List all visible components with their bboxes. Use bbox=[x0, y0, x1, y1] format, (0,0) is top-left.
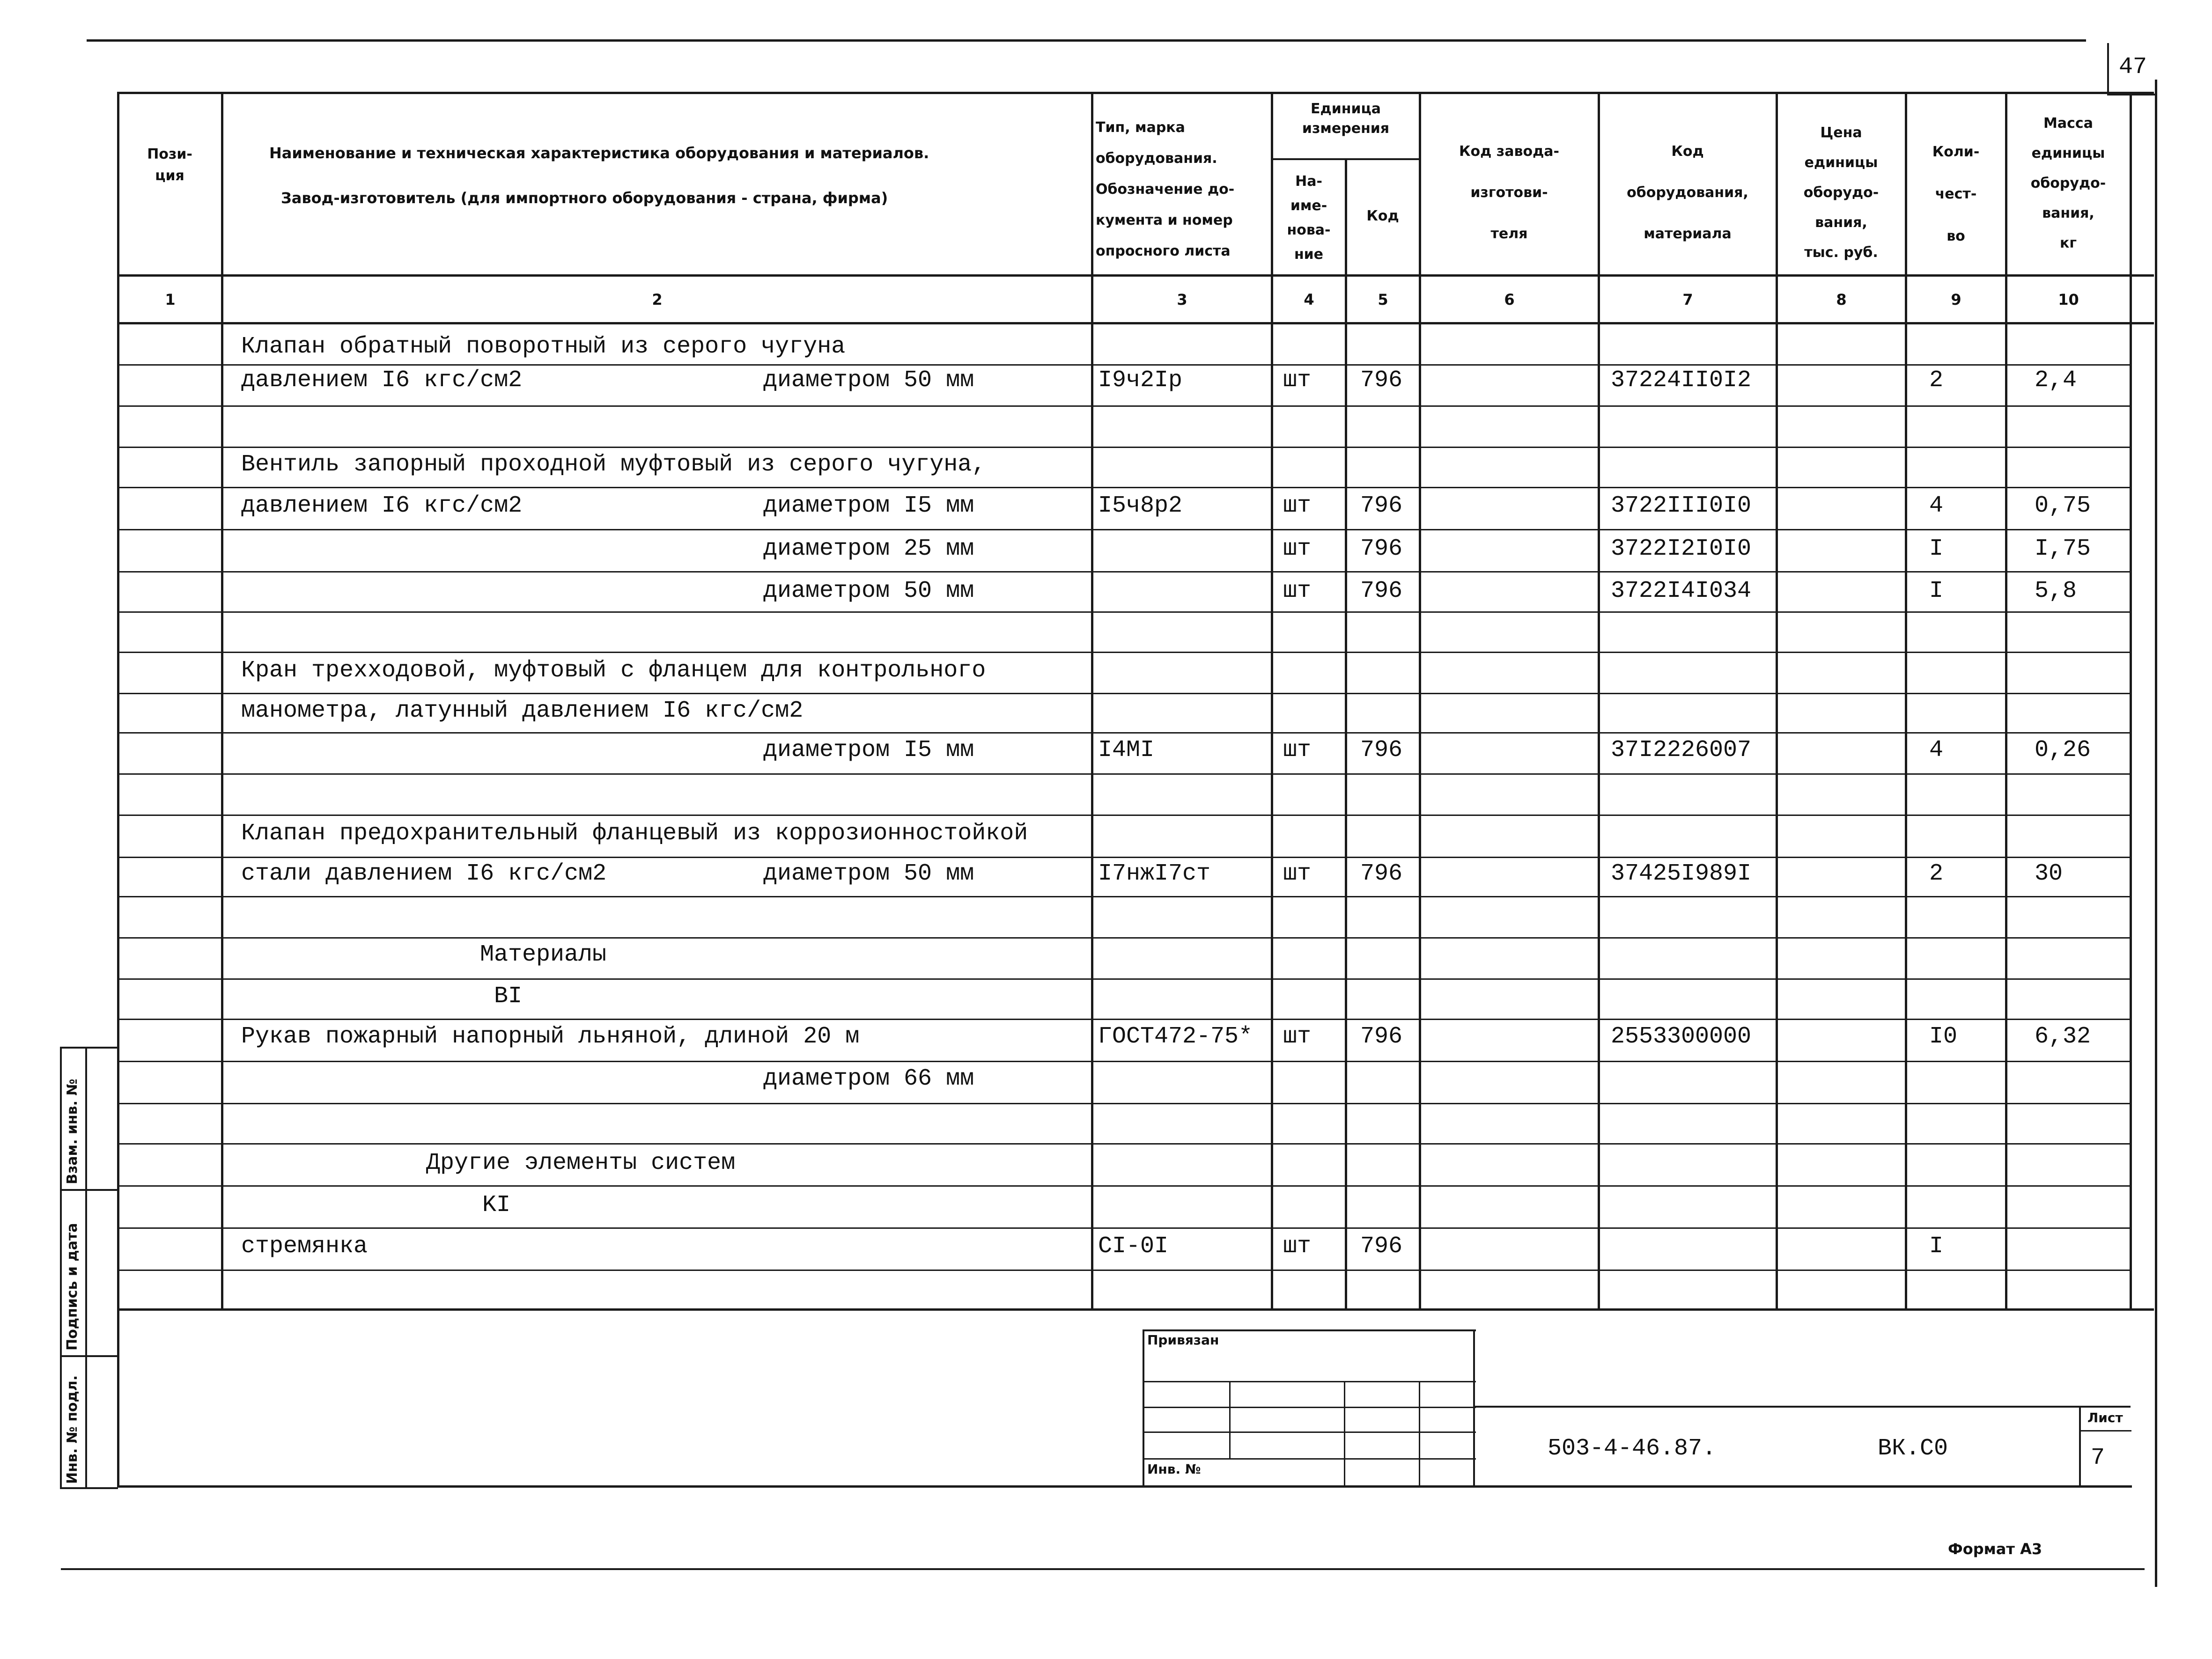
bottom-rule bbox=[61, 1568, 2145, 1570]
cell-unit: шт bbox=[1283, 536, 1312, 562]
col-line-1 bbox=[221, 92, 223, 1309]
header-col3: Тип, марка оборудования. Обозначение до- кумента и номер опросного листа bbox=[1096, 119, 1235, 259]
col-line-5 bbox=[1419, 92, 1421, 1309]
colnum-7: 7 bbox=[1682, 291, 1693, 308]
cell-type: I7нжI7ст bbox=[1098, 860, 1211, 887]
privyazan-label: Привязан bbox=[1147, 1332, 1219, 1348]
cell-qty: 4 bbox=[1929, 492, 1944, 519]
row-separator bbox=[119, 1270, 2131, 1271]
row-separator bbox=[119, 447, 2131, 448]
privyazan-line1 bbox=[1143, 1381, 1476, 1382]
cell-equip: 3722I2I0I0 bbox=[1611, 536, 1752, 562]
header-col10: Масса единицы оборудо- вания, кг bbox=[2030, 115, 2106, 251]
colnum-1: 1 bbox=[165, 291, 176, 308]
row-separator bbox=[119, 1185, 2131, 1187]
cell-unit: шт bbox=[1283, 1023, 1312, 1050]
header-col6: Код завода- изготови- теля bbox=[1459, 143, 1559, 242]
row-separator bbox=[119, 896, 2131, 897]
doc-mark: ВК.С0 bbox=[1878, 1435, 1948, 1462]
col-line-9 bbox=[2005, 92, 2007, 1309]
colnum-8: 8 bbox=[1836, 291, 1847, 308]
privyazan-v1 bbox=[1229, 1381, 1231, 1460]
cell-name: Материалы bbox=[480, 941, 607, 968]
cell-dia: диаметром 25 мм bbox=[763, 536, 974, 562]
cell-name: BI bbox=[494, 983, 523, 1010]
cell-name: Рукав пожарный напорный льняной, длиной 20 м bbox=[241, 1023, 860, 1050]
privyazan-top bbox=[1143, 1329, 1476, 1331]
header-col1: Пози- ция bbox=[147, 146, 192, 184]
privyazan-v2 bbox=[1344, 1381, 1345, 1487]
colnum-10: 10 bbox=[2058, 291, 2079, 308]
cell-name: давлением I6 кгс/см2 bbox=[241, 492, 523, 519]
cell-unit: шт bbox=[1283, 1233, 1312, 1260]
table-top bbox=[117, 92, 2154, 94]
inv-no-label: Инв. № bbox=[1147, 1461, 1201, 1477]
colnum-5: 5 bbox=[1378, 291, 1388, 308]
cell-dia: диаметром 50 мм bbox=[763, 367, 974, 394]
col-line-8 bbox=[1905, 92, 1907, 1309]
page-number: 47 bbox=[2118, 54, 2147, 81]
row-separator bbox=[119, 1227, 2131, 1229]
cell-code: 796 bbox=[1360, 492, 1403, 519]
cell-code: 796 bbox=[1360, 578, 1403, 604]
row-separator bbox=[119, 1143, 2131, 1145]
cell-code: 796 bbox=[1360, 1233, 1403, 1260]
cell-unit: шт bbox=[1283, 367, 1312, 394]
row-separator bbox=[119, 937, 2131, 939]
cell-unit: шт bbox=[1283, 578, 1312, 604]
col-line-6 bbox=[1598, 92, 1600, 1309]
row-separator bbox=[119, 693, 2131, 694]
cell-equip: 2553300000 bbox=[1611, 1023, 1752, 1050]
cell-equip: 37I2226007 bbox=[1611, 737, 1752, 763]
row-separator bbox=[119, 773, 2131, 775]
side-label-vzam: Взам. инв. № bbox=[64, 1079, 81, 1184]
right-border bbox=[2155, 80, 2157, 1587]
side-stamp-div1 bbox=[60, 1189, 118, 1191]
cell-dia: диаметром 50 мм bbox=[763, 860, 974, 887]
header-unit-group: Единица измерения bbox=[1302, 101, 1390, 137]
row-separator bbox=[119, 1061, 2131, 1062]
cell-qty: 2 bbox=[1929, 860, 1944, 887]
side-stamp-top bbox=[60, 1047, 118, 1049]
unit-group-divider bbox=[1271, 158, 1420, 160]
cell-name: KI bbox=[482, 1192, 511, 1219]
row-separator bbox=[119, 611, 2131, 613]
colnum-6: 6 bbox=[1504, 291, 1515, 308]
row-separator bbox=[119, 529, 2131, 530]
sheet-number: 7 bbox=[2091, 1445, 2105, 1471]
cell-dia: диаметром I5 мм bbox=[763, 737, 974, 763]
cell-dia: диаметром 66 мм bbox=[763, 1065, 974, 1092]
page-number-box-left bbox=[2107, 43, 2109, 95]
cell-name: стали давлением I6 кгс/см2 bbox=[241, 860, 607, 887]
privyazan-line2 bbox=[1143, 1407, 1476, 1408]
colnum-4: 4 bbox=[1304, 291, 1314, 308]
col-line-4 bbox=[1345, 159, 1347, 1308]
row-separator bbox=[119, 1103, 2131, 1104]
row-separator bbox=[119, 571, 2131, 573]
cell-code: 796 bbox=[1360, 1023, 1403, 1050]
privyazan-line3 bbox=[1143, 1431, 1476, 1433]
format-label: Формат А3 bbox=[1948, 1540, 2042, 1558]
cell-type: I5ч8р2 bbox=[1098, 492, 1183, 519]
col-line-3 bbox=[1271, 92, 1273, 1309]
header-col5: Код bbox=[1366, 208, 1399, 224]
header-col8: Цена единицы оборудо- вания, тыс. руб. bbox=[1803, 125, 1879, 261]
row-separator bbox=[119, 978, 2131, 980]
cell-dia: диаметром I5 мм bbox=[763, 492, 974, 519]
cell-equip: 37224II0I2 bbox=[1611, 367, 1752, 394]
cell-code: 796 bbox=[1360, 737, 1403, 763]
col-line-7 bbox=[1776, 92, 1778, 1309]
privyazan-right bbox=[1473, 1329, 1475, 1487]
row-separator bbox=[119, 405, 2131, 407]
colnum-9: 9 bbox=[1951, 291, 1961, 308]
cell-name: давлением I6 кгс/см2 bbox=[241, 367, 523, 394]
cell-name: Вентиль запорный проходной муфтовый из серого чугуна, bbox=[241, 451, 986, 478]
cell-name: Клапан обратный поворотный из серого чугуна bbox=[241, 333, 846, 360]
cell-equip: 3722I4I034 bbox=[1611, 578, 1752, 604]
cell-code: 796 bbox=[1360, 860, 1403, 887]
cell-type: I4МI bbox=[1098, 737, 1155, 763]
cell-equip: 37425I989I bbox=[1611, 860, 1752, 887]
side-label-podpis: Подпись и дата bbox=[64, 1223, 81, 1351]
header-col2-line2: Завод-изготовитель (для импортного оборудования - страна, фирма) bbox=[281, 189, 888, 207]
cell-code: 796 bbox=[1360, 367, 1403, 394]
cell-qty: I bbox=[1929, 1233, 1944, 1260]
side-stamp-left bbox=[60, 1047, 62, 1489]
titleblock-top-right bbox=[1475, 1406, 2131, 1408]
cell-mass: 0,75 bbox=[2035, 492, 2091, 519]
cell-qty: I0 bbox=[1929, 1023, 1958, 1050]
col-line-10 bbox=[2130, 92, 2132, 1309]
row-separator bbox=[119, 1309, 2131, 1310]
header-col4: На- име- нова- ние bbox=[1287, 173, 1331, 263]
col-line-2 bbox=[1091, 92, 1093, 1309]
row-separator bbox=[119, 487, 2131, 488]
cell-mass: 2,4 bbox=[2035, 367, 2077, 394]
cell-qty: I bbox=[1929, 578, 1944, 604]
cell-mass: I,75 bbox=[2035, 536, 2091, 562]
cell-type: I9ч2Iр bbox=[1098, 367, 1183, 394]
colnum-2: 2 bbox=[652, 291, 663, 308]
privyazan-v3 bbox=[1419, 1381, 1420, 1487]
doc-code: 503-4-46.87. bbox=[1548, 1435, 1717, 1462]
side-stamp-bottom bbox=[60, 1487, 118, 1489]
cell-mass: 0,26 bbox=[2035, 737, 2091, 763]
privyazan-left bbox=[1143, 1329, 1144, 1487]
side-stamp-div2 bbox=[60, 1355, 118, 1357]
row-separator bbox=[119, 732, 2131, 734]
cell-name: Клапан предохранительный фланцевый из коррозионностойкой bbox=[241, 820, 1028, 847]
top-rule bbox=[87, 39, 2086, 42]
row-separator bbox=[119, 815, 2131, 816]
row-separator bbox=[119, 1019, 2131, 1020]
cell-type: ГОСТ472-75* bbox=[1098, 1023, 1253, 1050]
sheet-label: Лист bbox=[2087, 1410, 2123, 1425]
cell-unit: шт bbox=[1283, 860, 1312, 887]
cell-unit: шт bbox=[1283, 737, 1312, 763]
sheet-box-left bbox=[2079, 1406, 2081, 1486]
cell-mass: 30 bbox=[2035, 860, 2063, 887]
sheet-box-mid bbox=[2079, 1430, 2131, 1431]
header-col2-line1: Наименование и техническая характеристика оборудования и материалов. bbox=[269, 144, 929, 162]
colnum-3: 3 bbox=[1177, 291, 1187, 308]
privyazan-line4 bbox=[1143, 1458, 1476, 1460]
cell-name: Другие элементы систем bbox=[426, 1150, 736, 1176]
cell-name: Кран трехходовой, муфтовый с фланцем для контрольного bbox=[241, 657, 986, 684]
cell-name: стремянка bbox=[241, 1233, 368, 1260]
cell-equip: 3722III0I0 bbox=[1611, 492, 1752, 519]
cell-code: 796 bbox=[1360, 536, 1403, 562]
cell-unit: шт bbox=[1283, 492, 1312, 519]
cell-mass: 5,8 bbox=[2035, 578, 2077, 604]
cell-qty: 2 bbox=[1929, 367, 1944, 394]
cell-name: манометра, латунный давлением I6 кгс/см2 bbox=[241, 697, 804, 724]
header-col7: Код оборудования, материала bbox=[1627, 143, 1748, 242]
cell-qty: 4 bbox=[1929, 737, 1944, 763]
cell-qty: I bbox=[1929, 536, 1944, 562]
cell-type: CI-0I bbox=[1098, 1233, 1169, 1260]
cell-mass: 6,32 bbox=[2035, 1023, 2091, 1050]
side-label-inv-podl: Инв. № подл. bbox=[64, 1375, 81, 1484]
titleblock-bottom bbox=[117, 1485, 2132, 1488]
cell-dia: диаметром 50 мм bbox=[763, 578, 974, 604]
header-col9: Коли- чест- во bbox=[1932, 144, 1980, 244]
side-stamp-mid bbox=[85, 1047, 87, 1489]
row-separator bbox=[119, 652, 2131, 653]
